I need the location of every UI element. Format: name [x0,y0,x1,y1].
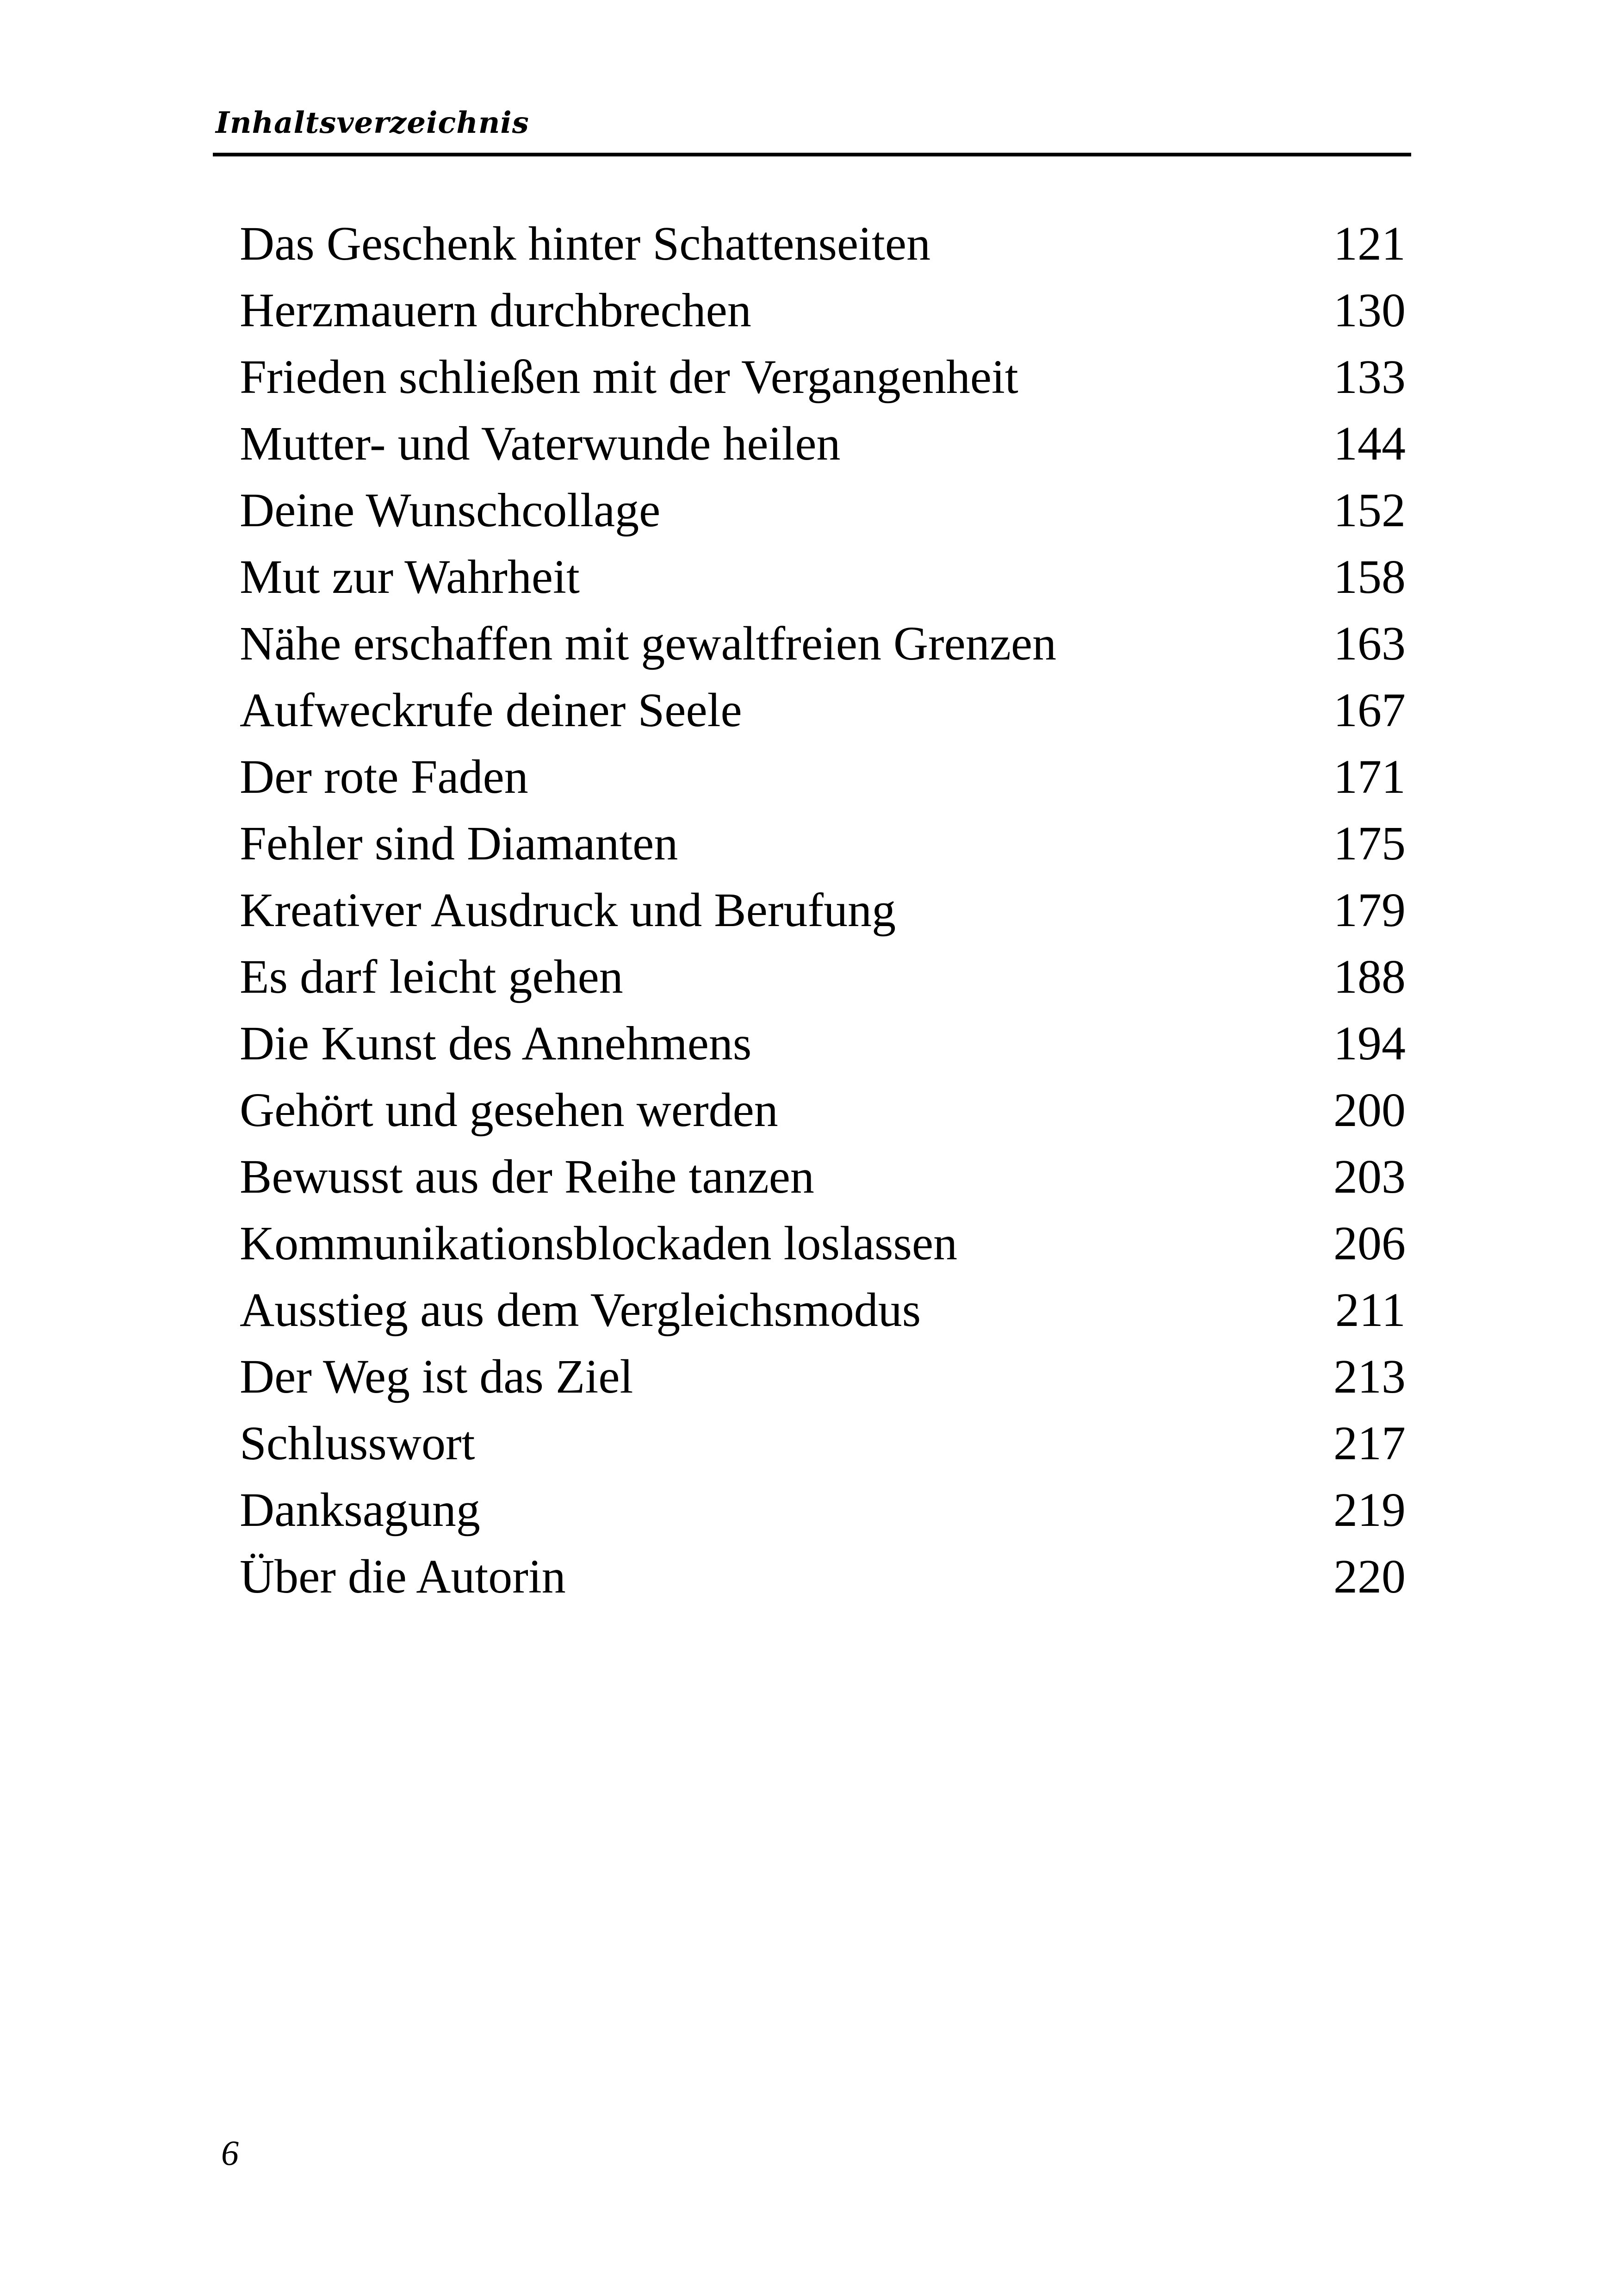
toc-entry-title: Nähe erschaffen mit gewaltfreien Grenzen [240,617,1057,670]
toc-entry-page: 163 [1333,617,1406,670]
toc-entry-title: Es darf leicht gehen [240,950,623,1003]
toc-entry-page: 158 [1333,550,1406,604]
toc-entry [240,211,1406,277]
toc-entry-title: Das Geschenk hinter Schattenseiten [240,217,931,270]
toc-entry [240,1477,1406,1543]
toc-entry-title: Kommunikationsblockaden loslassen [240,1217,958,1270]
toc-entry-page: 188 [1333,950,1406,1003]
toc-entry-page: 121 [1333,217,1406,270]
toc-entry-page: 213 [1333,1350,1406,1403]
toc-entry-page: 203 [1333,1150,1406,1203]
toc-entry-title: Mutter- und Vaterwunde heilen [240,417,841,470]
toc-entry [240,1543,1406,1610]
toc-entry [240,411,1406,477]
toc-entry-title: Der rote Faden [240,750,528,803]
toc-entry [240,610,1406,677]
toc-entry [240,344,1406,411]
toc-entry-title: Aufweckrufe deiner Seele [240,684,742,737]
toc-entry-title: Deine Wunschcollage [240,484,661,537]
toc-entry-page: 219 [1333,1483,1406,1537]
toc-entry [240,277,1406,344]
toc-entry [240,1410,1406,1477]
running-header-title: Inhaltsverzeichnis [216,106,529,140]
toc-entry-page: 179 [1333,884,1406,937]
toc-entry-page: 167 [1333,684,1406,737]
toc-entry-page: 217 [1333,1417,1406,1470]
toc-entry-title: Über die Autorin [240,1550,566,1603]
toc-entry-title: Schlusswort [240,1417,475,1470]
table-of-contents [240,211,1406,1610]
toc-entry-page: 133 [1333,350,1406,404]
toc-entry [240,1077,1406,1144]
toc-entry-page: 175 [1333,817,1406,870]
toc-entry [240,1344,1406,1410]
page-number: 6 [221,2134,239,2173]
toc-entry-title: Mut zur Wahrheit [240,550,580,604]
toc-entry-title: Bewusst aus der Reihe tanzen [240,1150,814,1203]
toc-entry [240,1210,1406,1277]
toc-entry-page: 171 [1333,750,1406,803]
toc-entry-page: 200 [1333,1083,1406,1137]
toc-entry-title: Kreativer Ausdruck und Berufung [240,884,896,937]
toc-entry-page: 206 [1333,1217,1406,1270]
toc-entry-title: Ausstieg aus dem Vergleichsmodus [240,1283,921,1337]
toc-entry-title: Herzmauern durchbrechen [240,284,751,337]
toc-entry-page: 144 [1333,417,1406,470]
toc-entry [240,1144,1406,1210]
toc-entry [240,677,1406,744]
toc-entry-page: 211 [1335,1283,1406,1337]
toc-entry [240,477,1406,544]
toc-entry-title: Fehler sind Diamanten [240,817,678,870]
toc-entry [240,810,1406,877]
toc-entry-page: 220 [1333,1550,1406,1603]
toc-entry [240,1277,1406,1344]
toc-entry-title: Die Kunst des Annehmens [240,1017,752,1070]
toc-entry-page: 130 [1333,284,1406,337]
toc-entry-page: 194 [1333,1017,1406,1070]
toc-entry [240,544,1406,610]
toc-entry-title: Danksagung [240,1483,480,1537]
header-rule [213,153,1411,156]
toc-entry-title: Frieden schließen mit der Vergangenheit [240,350,1018,404]
toc-entry [240,877,1406,944]
toc-entry-title: Gehört und gesehen werden [240,1083,778,1137]
toc-entry [240,944,1406,1010]
toc-entry-page: 152 [1333,484,1406,537]
toc-entry [240,744,1406,810]
toc-entry [240,1010,1406,1077]
toc-entry-title: Der Weg ist das Ziel [240,1350,633,1403]
